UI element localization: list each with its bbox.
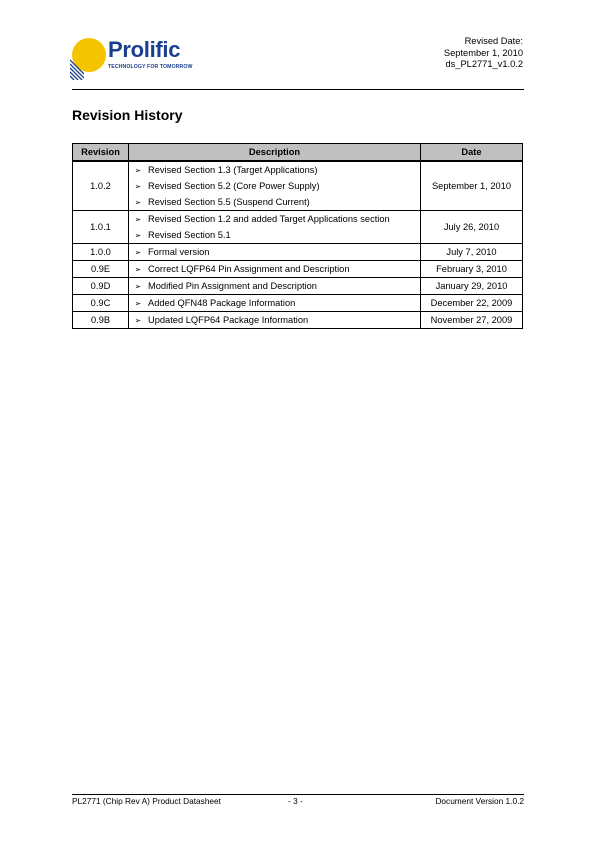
table-body xyxy=(73,161,523,329)
header-revision: Revision xyxy=(73,144,129,162)
table-row xyxy=(73,278,523,295)
description-cell xyxy=(129,278,421,295)
description-item xyxy=(129,227,420,243)
date-cell: July 26, 2010 xyxy=(421,211,523,244)
table-row xyxy=(73,261,523,278)
stripes-icon xyxy=(70,58,84,80)
description-cell xyxy=(129,244,421,261)
description-text: Revised Section 1.3 (Target Applications) xyxy=(148,165,318,175)
table-row xyxy=(73,312,523,329)
table-row xyxy=(73,211,523,244)
footer-doc-name: PL2771 (Chip Rev A) Product Datasheet xyxy=(72,796,221,806)
header-line-1: Revised Date: xyxy=(464,36,523,46)
description-text: Revised Section 5.1 xyxy=(148,230,231,240)
revision-cell: 1.0.1 xyxy=(73,211,129,244)
date-cell: September 1, 2010 xyxy=(421,161,523,211)
revision-cell: 0.9C xyxy=(73,295,129,312)
table-header-row xyxy=(73,144,523,162)
logo-name: Prolific xyxy=(108,37,181,62)
footer-page-number: - 3 - xyxy=(288,796,303,806)
header-description: Description xyxy=(129,144,421,162)
description-text: Revised Section 5.2 (Core Power Supply) xyxy=(148,181,320,191)
arrow-bullet-icon: ➢ xyxy=(134,281,142,291)
description-item xyxy=(129,312,420,328)
date-cell: February 3, 2010 xyxy=(421,261,523,278)
date-cell: November 27, 2009 xyxy=(421,312,523,329)
footer-divider xyxy=(72,794,524,795)
description-item xyxy=(129,244,420,260)
revision-cell: 0.9B xyxy=(73,312,129,329)
arrow-bullet-icon: ➢ xyxy=(134,230,142,240)
header-line-3: ds_PL2771_v1.0.2 xyxy=(445,59,523,69)
description-text: Correct LQFP64 Pin Assignment and Description xyxy=(148,264,350,274)
revision-cell: 0.9D xyxy=(73,278,129,295)
description-cell xyxy=(129,161,421,211)
revision-cell: 1.0.2 xyxy=(73,161,129,211)
description-text: Added QFN48 Package Information xyxy=(148,298,296,308)
arrow-bullet-icon: ➢ xyxy=(134,181,142,191)
header-line-2: September 1, 2010 xyxy=(443,47,523,58)
logo-tagline: TECHNOLOGY FOR TOMORROW xyxy=(108,64,193,70)
arrow-bullet-icon: ➢ xyxy=(134,214,142,224)
description-item xyxy=(129,211,420,227)
revision-history-table xyxy=(72,143,523,329)
description-item xyxy=(129,295,420,311)
arrow-bullet-icon: ➢ xyxy=(134,197,142,207)
arrow-bullet-icon: ➢ xyxy=(134,264,142,274)
description-item xyxy=(129,162,420,178)
revision-cell: 0.9E xyxy=(73,261,129,278)
header-revision-info xyxy=(444,36,523,71)
description-cell xyxy=(129,261,421,278)
description-text: Revised Section 1.2 and added Target Applications section xyxy=(148,214,390,224)
description-item xyxy=(129,261,420,277)
description-cell xyxy=(129,295,421,312)
description-item xyxy=(129,278,420,294)
description-cell xyxy=(129,312,421,329)
description-text: Revised Section 5.5 (Suspend Current) xyxy=(148,197,310,207)
description-text: Modified Pin Assignment and Description xyxy=(148,281,317,291)
description-item xyxy=(129,194,420,210)
revision-cell: 1.0.0 xyxy=(73,244,129,261)
header-date: Date xyxy=(421,144,523,162)
prolific-logo xyxy=(70,36,200,86)
arrow-bullet-icon: ➢ xyxy=(134,315,142,325)
table-row xyxy=(73,295,523,312)
date-cell: July 7, 2010 xyxy=(421,244,523,261)
description-text: Formal version xyxy=(148,247,210,257)
description-cell xyxy=(129,211,421,244)
arrow-bullet-icon: ➢ xyxy=(134,165,142,175)
date-cell: January 29, 2010 xyxy=(421,278,523,295)
arrow-bullet-icon: ➢ xyxy=(134,298,142,308)
description-item xyxy=(129,178,420,194)
table-row xyxy=(73,244,523,261)
arrow-bullet-icon: ➢ xyxy=(134,247,142,257)
description-text: Updated LQFP64 Package Information xyxy=(148,315,309,325)
table-row xyxy=(73,161,523,211)
header-divider xyxy=(72,89,524,90)
date-cell: December 22, 2009 xyxy=(421,295,523,312)
page-title: Revision History xyxy=(72,107,183,123)
footer-doc-version: Document Version 1.0.2 xyxy=(435,796,524,806)
